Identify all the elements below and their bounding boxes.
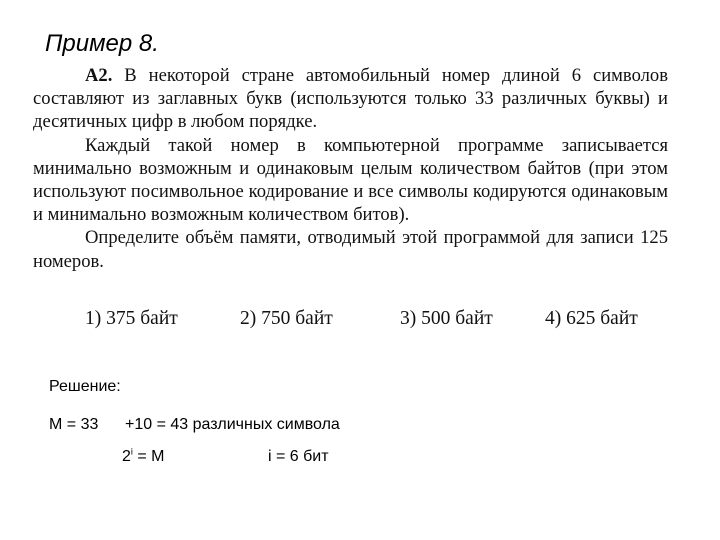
solution-line-1-right: +10 = 43 различных символа [125, 416, 340, 433]
solution-line-1 [49, 416, 689, 436]
answer-option-3: 3) 500 байт [400, 308, 493, 329]
problem-paragraph-1 [33, 64, 668, 134]
solution-formula [122, 448, 164, 466]
solution-result: i = 6 бит [268, 448, 329, 465]
answer-option-2: 2) 750 байт [240, 308, 333, 329]
problem-paragraph-2: Каждый такой номер в компьютерной программе записывается минимально возможным и одинаковым целым количеством байтов (при этом используют посимвольное кодирование и все символы кодируются одинаковым и минимально возможным количеством битов). [33, 134, 668, 226]
slide-title: Пример 8. [45, 30, 159, 57]
solution-line-2 [49, 448, 689, 468]
problem-paragraph-3: Определите объём памяти, отводимый этой программой для записи 125 номеров. [33, 227, 668, 272]
answer-option-1: 1) 375 байт [85, 308, 178, 329]
formula-base: 2 [122, 448, 131, 465]
answer-option-4: 4) 625 байт [545, 308, 638, 329]
solution-line-1-left: M = 33 [49, 416, 99, 433]
problem-text [33, 64, 668, 273]
problem-paragraph-1-text: В некоторой стране автомобильный номер длиной 6 символов составляют из заглавных букв (используются только 33 различных буквы) и десятичных цифр в любом порядке. [33, 65, 668, 133]
problem-scan [33, 58, 681, 334]
answer-options [85, 306, 685, 332]
solution-heading: Решение: [49, 378, 121, 395]
formula-exponent: i [130, 446, 133, 457]
formula-rest: = M [132, 448, 165, 465]
problem-label: А2. [85, 65, 113, 86]
